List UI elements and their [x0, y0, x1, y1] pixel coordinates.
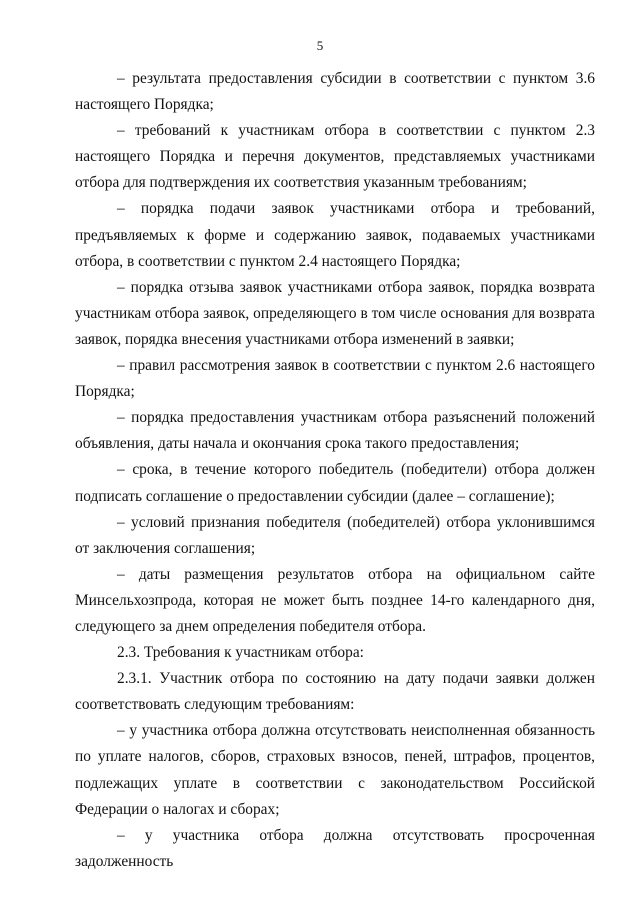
paragraph: – условий признания победителя (победителей) отбора уклонившимся от заключения соглашения; [75, 513, 595, 557]
paragraph: – у участника отбора должна отсутствовать просроченная задолженность [75, 826, 595, 870]
paragraph: 2.3.1. Участник отбора по состоянию на дату подачи заявки должен соответствовать следующим требованиям: [75, 670, 595, 714]
section-heading: 2.3. Требования к участникам отбора: [117, 644, 364, 662]
paragraph: – срока, в течение которого победитель (победители) отбора должен подписать соглашение о предоставлении субсидии (далее – соглашение); [75, 461, 595, 505]
paragraph: – порядка предоставления участникам отбора разъяснений положений объявления, даты начала и окончания срока такого предоставления; [75, 409, 595, 453]
paragraph: – даты размещения результатов отбора на официальном сайте Минсельхозпрода, которая не может быть позднее 14-го календарного дня, следующего за днем определения победителя отбора. [75, 565, 595, 635]
document-body [75, 66, 595, 875]
paragraph: – у участника отбора должна отсутствовать неисполненная обязанность по уплате налогов, сборов, страховых взносов, пеней, штрафов, процентов, подлежащих уплате в соответствии с законодательством Российской Федерации о налогах и сборах; [75, 722, 595, 818]
page-number: 5 [316, 38, 324, 53]
paragraph: – порядка подачи заявок участниками отбора и требований, предъявляемых к форме и содержанию заявок, подаваемых участниками отбора, в соответствии с пунктом 2.4 настоящего Порядка; [75, 200, 595, 270]
paragraph: – требований к участникам отбора в соответствии с пунктом 2.3 настоящего Порядка и перечня документов, представляемых участниками отбора для подтверждения их соответствия указанным требованиям; [75, 122, 595, 192]
paragraph: – порядка отзыва заявок участниками отбора заявок, порядка возврата участникам отбора заявок, определяющего в том числе основания для возврата заявок, порядка внесения участниками отбора изменений в заявки; [75, 278, 595, 348]
paragraph: – правил рассмотрения заявок в соответствии с пунктом 2.6 настоящего Порядка; [75, 357, 595, 401]
paragraph: – результата предоставления субсидии в соответствии с пунктом 3.6 настоящего Порядка; [75, 70, 595, 114]
